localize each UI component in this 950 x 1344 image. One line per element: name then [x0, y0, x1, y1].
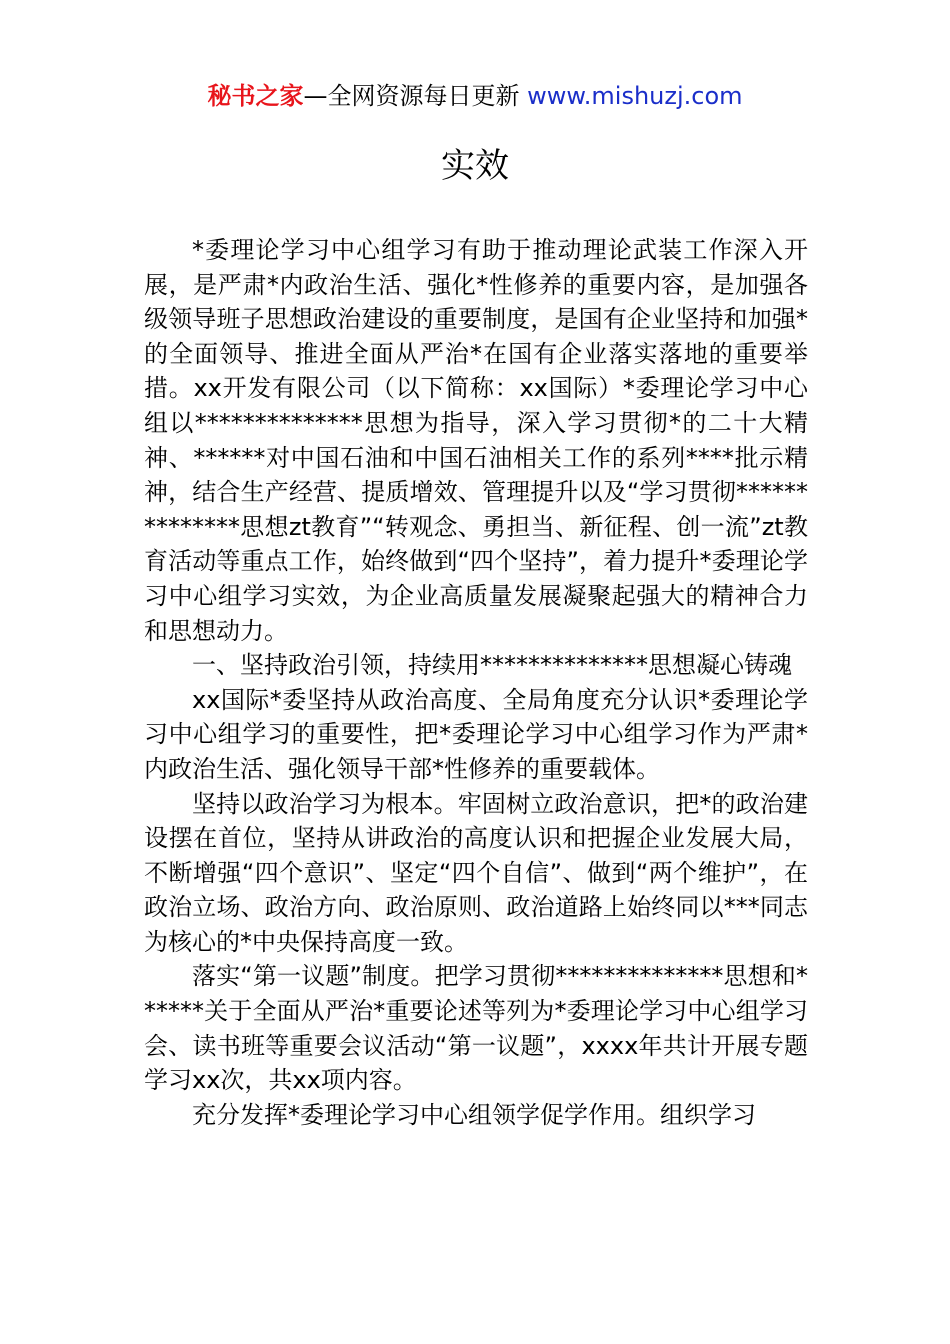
site-url-link[interactable]: www.mishuzj.com	[527, 82, 743, 110]
site-slogan: —全网资源每日更新	[303, 82, 520, 110]
document-title: 实效	[441, 146, 509, 186]
paragraph-political-study: 坚持以政治学习为根本。牢固树立政治意识，把*的政治建设摆在首位，坚持从讲政治的高度认识和把握企业发展大局，不断增强“四个意识”、坚定“四个自信”、做到“两个维护”，在政治立场、政治方向、政治原则、政治道路上始终同以***同志为核心的*中央保持高度一致。	[144, 789, 808, 956]
paragraph-leading-role: 充分发挥*委理论学习中心组领学促学作用。组织学习	[192, 1100, 756, 1129]
site-header	[0, 80, 950, 112]
paragraph-intro: *委理论学习中心组学习有助于推动理论武装工作深入开展，是严肃*内政治生活、强化*性修养的重要内容，是加强各级领导班子思想政治建设的重要制度，是国有企业坚持和加强*的全面领导、推进全面从严治*在国有企业落实落地的重要举措。xx开发有限公司（以下简称：xx国际）*委理论学习中心组以**************思想为指导，深入学习贯彻*的二十大精神、******对中国石油和中国石油相关工作的系列****批示精神，结合生产经营、提质增效、管理提升以及“学习贯彻**************思想zt教育”“转观念、勇担当、新征程、创一流”zt教育活动等重点工作，始终做到“四个坚持”，着力提升*委理论学习中心组学习实效，为企业高质量发展凝聚起强大的精神合力和思想动力。	[144, 236, 808, 645]
section-heading-1: 一、坚持政治引领，持续用**************思想凝心铸魂	[192, 651, 792, 680]
paragraph-first-topic: 落实“第一议题”制度。把学习贯彻**************思想和******关于全面从严治*重要论述等列为*委理论学习中心组学习会、读书班等重要会议活动“第一议题”，xxxx年共计开展专题学习xx次，共xx项内容。	[144, 962, 808, 1095]
document-body	[144, 233, 808, 1132]
site-brand: 秘书之家	[207, 82, 304, 110]
paragraph-section-1: xx国际*委坚持从政治高度、全局角度充分认识*委理论学习中心组学习的重要性，把*委理论学习中心组学习作为严肃*内政治生活、强化领导干部*性修养的重要载体。	[144, 685, 808, 783]
